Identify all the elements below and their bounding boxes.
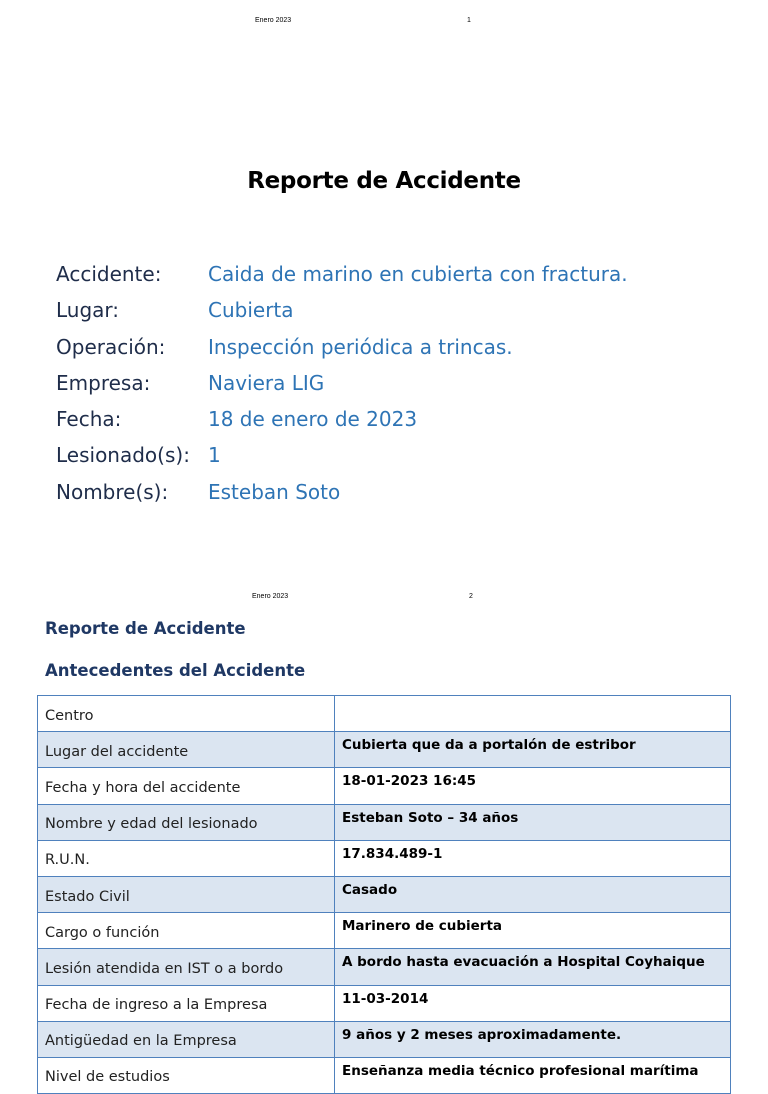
summary-row-lugar (56, 294, 736, 330)
row-value: A bordo hasta evacuación a Hospital Coyhaique (335, 949, 731, 985)
row-value: Marinero de cubierta (335, 913, 731, 949)
row-label: Fecha y hora del accidente (38, 768, 335, 804)
summary-label: Operación: (56, 334, 166, 359)
summary-value: Caida de marino en cubierta con fractura. (208, 262, 628, 286)
summary-value: Naviera LIG (208, 370, 325, 395)
header-date: Enero 2023 (252, 593, 289, 600)
summary-value: Esteban Soto (208, 479, 341, 504)
page-title: Reporte de Accidente (45, 619, 246, 638)
summary-label: Lugar: (56, 298, 120, 323)
summary-label: Fecha: (56, 407, 122, 432)
row-label: Centro (38, 696, 335, 732)
row-label: Antigüedad en la Empresa (38, 1021, 335, 1057)
table-row (38, 840, 731, 876)
table-row (38, 876, 731, 912)
summary-row-operacion (56, 331, 736, 367)
row-value: 18-01-2023 16:45 (335, 768, 731, 804)
row-value: Cubierta que da a portalón de estribor (335, 732, 731, 768)
row-label: Lugar del accidente (38, 732, 335, 768)
page-number: 2 (469, 593, 473, 600)
row-value (335, 696, 731, 732)
summary-row-accidente (56, 258, 736, 294)
table-row (38, 696, 731, 732)
summary-value: Inspección periódica a trincas. (208, 334, 513, 359)
summary-label: Lesionado(s): (56, 443, 190, 468)
table-row (38, 804, 731, 840)
summary-value: 1 (208, 443, 221, 468)
table-row (38, 949, 731, 985)
row-label: Lesión atendida en IST o a bordo (38, 949, 335, 985)
table-row (38, 768, 731, 804)
row-value: Casado (335, 876, 731, 912)
row-label: R.U.N. (38, 840, 335, 876)
row-label: Estado Civil (38, 876, 335, 912)
page-number: 1 (467, 17, 471, 24)
row-label: Nivel de estudios (38, 1057, 335, 1093)
summary-label: Empresa: (56, 370, 151, 395)
row-value: 17.834.489-1 (335, 840, 731, 876)
table-row (38, 1057, 731, 1093)
page-header (0, 593, 768, 607)
summary-row-nombres (56, 476, 736, 512)
summary-label: Accidente: (56, 262, 162, 286)
summary-value: Cubierta (208, 298, 294, 323)
row-label: Cargo o función (38, 913, 335, 949)
section-title: Antecedentes del Accidente (45, 661, 306, 680)
row-value: 11-03-2014 (335, 985, 731, 1021)
row-label: Fecha de ingreso a la Empresa (38, 985, 335, 1021)
summary-row-empresa (56, 367, 736, 403)
antecedentes-table (37, 695, 731, 1094)
table-row (38, 913, 731, 949)
accident-summary (56, 258, 736, 512)
table-row (38, 985, 731, 1021)
table-row (38, 732, 731, 768)
row-value: Esteban Soto – 34 años (335, 804, 731, 840)
report-title: Reporte de Accidente (247, 168, 521, 194)
table-row (38, 1021, 731, 1057)
summary-row-fecha (56, 403, 736, 439)
summary-label: Nombre(s): (56, 479, 169, 504)
header-date: Enero 2023 (255, 17, 292, 24)
row-value: Enseñanza media técnico profesional marítima (335, 1057, 731, 1093)
page-header (0, 17, 768, 31)
row-value: 9 años y 2 meses aproximadamente. (335, 1021, 731, 1057)
summary-value: 18 de enero de 2023 (208, 407, 418, 432)
row-label: Nombre y edad del lesionado (38, 804, 335, 840)
summary-row-lesionados (56, 439, 736, 475)
